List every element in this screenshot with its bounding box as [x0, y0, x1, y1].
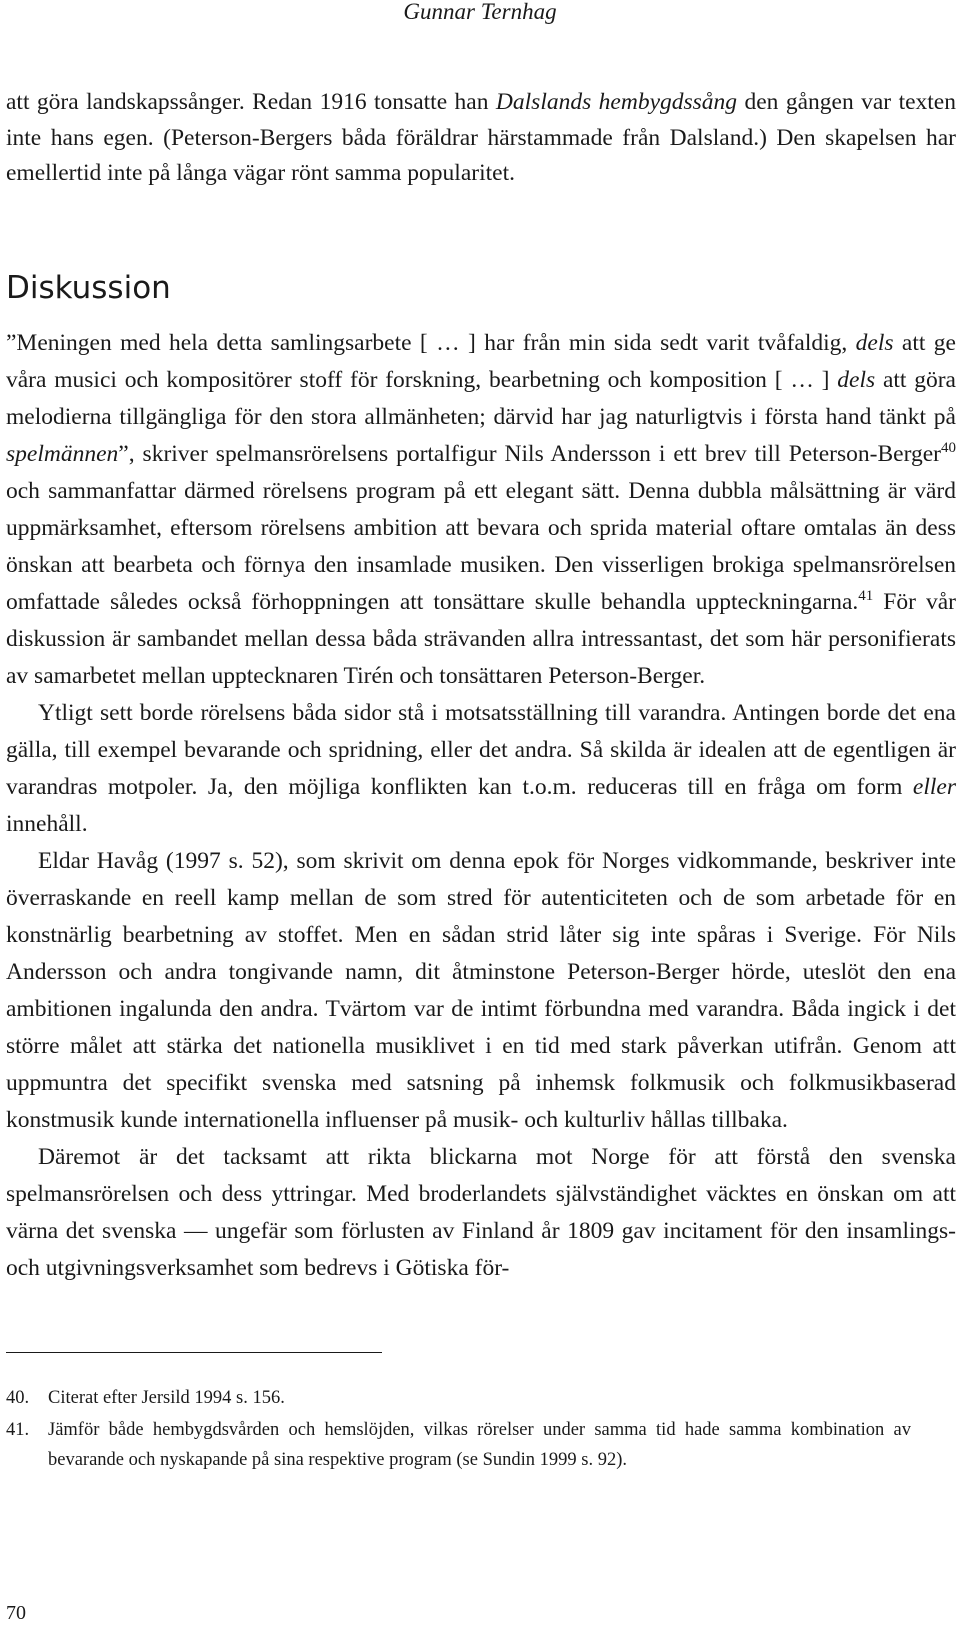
footnote-text: Jämför både hembygdsvården och hemslöjden, vilkas rörelser under samma tid hade samma kombination av bevarande och nyskapande på sina respektive program (se Sundin 1999 s. 92).: [48, 1420, 911, 1470]
p1-italic-b: dels: [855, 330, 894, 356]
p2-text-a: Ytligt sett borde rörelsens båda sidor stå i motsatsställning till varandra. Antingen borde det ena gälla, till exempel bevarande och spridning, eller det andra. Så skilda är idealen att de egentligen är varandras motpoler. Ja, den möjliga konflikten kan t.o.m. reduceras till en fråga om form: [6, 700, 956, 800]
footnote-40: [6, 1383, 911, 1413]
intro-text-2: den gången var texten inte hans egen. (Peterson-Bergers båda föräldrar härstammade från Dalsland.) Den skapelsen har emellertid inte på långa vägar rönt samma popularitet.: [6, 89, 956, 186]
p1-italic-f: spelmännen: [6, 441, 119, 467]
paragraph-3: Eldar Havåg (1997 s. 52), som skrivit om denna epok för Norges vidkommande, beskriver inte överraskande en reell kamp mellan de som stred för autenticiteten och de som arbetade för en konstnärlig bearbetning av stoffet. Men en sådan strid låter sig inte spåras i Sverige. För Nils Andersson och andra tongivande namn, dit åtminstone Peterson-Berger hörde, uteslöt den ena ambitionen ingalunda den andra. Tvärtom var de intimt förbundna med varandra. Båda ingick i det större målet att stärka det nationella musiklivet i en tid med stark påverkan utifrån. Genom att uppmuntra det specifikt svenska med satsning på inhemsk folkmusik och folkmusikbaserad konstmusik kunde internationella influenser på musik- och kulturliv hållas tillbaka.: [6, 848, 956, 1133]
p2-text-c: innehåll.: [6, 811, 88, 837]
p2-italic-b: eller: [912, 774, 956, 800]
footnote-divider: [6, 1352, 382, 1353]
main-text: [6, 325, 956, 1287]
intro-paragraph: [6, 85, 956, 192]
paragraph-4: Däremot är det tacksamt att rikta blickarna mot Norge för att förstå den svenska spelmansrörelsen och dess yttringar. Med broderlandets självständighet väcktes en önskan om att värna det svenska — ungefär som förlusten av Finland år 1809 gav incitament för den insamlings- och utgivningsverksamhet som bedrevs i Götiska för-: [6, 1144, 956, 1281]
p1-text-g: ”, skriver spelmansrörelsens portalfigur Nils Andersson i ett brev till Peterson-Berger: [118, 441, 941, 467]
footnotes: [6, 1383, 911, 1477]
footnote-41: [6, 1415, 911, 1475]
footnote-text: Citerat efter Jersild 1994 s. 156.: [48, 1388, 285, 1408]
p1-text-h: och sammanfattar därmed rörelsens program på ett elegant sätt. Denna dubbla målsättning är värd uppmärksamhet, eftersom rörelsens ambition att bevara och sprida material oftare omtalas än dess önskan att bearbeta och förnya den insamlade musiken. Den visserligen brokiga spelmansrörelsen omfattade således också förhoppningen att tonsättare skulle behandla uppteckningarna.: [6, 478, 956, 615]
footnote-number: 40.: [6, 1388, 30, 1408]
p1-text-c: att ge våra musici och kompositörer stoff för forskning, bearbetning och komposition [ … ]: [6, 330, 956, 393]
footnote-ref-40[interactable]: 40: [941, 440, 956, 456]
intro-text-1: att göra landskapssånger. Redan 1916 tonsatte han: [6, 89, 496, 115]
section-heading: Diskussion: [6, 270, 171, 306]
paragraph-1: [6, 325, 956, 695]
paragraph-2: [6, 695, 956, 843]
p1-italic-d: dels: [837, 367, 876, 393]
p1-text-a: ”Meningen med hela detta samlingsarbete [ … ] har från min sida sedt varit tvåfaldig,: [6, 330, 856, 356]
footnote-number: 41.: [6, 1420, 30, 1440]
running-head: Gunnar Ternhag: [403, 0, 557, 24]
intro-italic-title: Dalslands hembygdssång: [495, 89, 738, 115]
p1-text-i: För vår diskussion är sambandet mellan dessa båda strävanden allra intressantast, det som här personifierats av samarbetet mellan upptecknaren Tirén och tonsättaren Peterson-Berger.: [6, 589, 956, 689]
p1-text-e: att göra melodierna tillgängliga för den stora allmänheten; därvid har jag naturligtvis i första hand tänkt på: [6, 367, 956, 430]
footnote-ref-41[interactable]: 41: [858, 588, 874, 604]
page-number: 70: [6, 1602, 26, 1624]
